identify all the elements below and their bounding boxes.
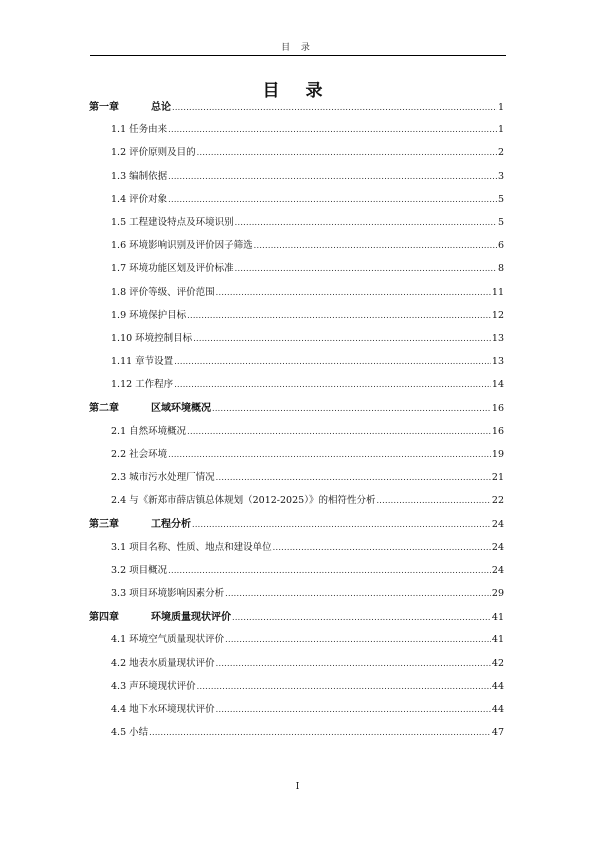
toc-section-entry[interactable] bbox=[89, 701, 504, 724]
dot-leader bbox=[216, 705, 491, 714]
chapter-number: 第四章 bbox=[89, 612, 119, 624]
toc-entry-title: 1.1 任务由来 bbox=[111, 124, 168, 136]
dot-leader bbox=[376, 496, 490, 505]
dot-leader bbox=[168, 125, 497, 134]
toc-entry-title: 2.3 城市污水处理厂情况 bbox=[111, 472, 215, 483]
header-rule bbox=[90, 55, 506, 56]
toc-entry-label bbox=[89, 608, 231, 623]
page-number: I bbox=[295, 782, 300, 792]
toc-page-number: 44 bbox=[491, 703, 504, 715]
toc-entry-label bbox=[111, 492, 375, 506]
toc-page-number: 14 bbox=[491, 379, 504, 391]
toc-page-number: 6 bbox=[497, 240, 504, 252]
toc-entry-label bbox=[111, 585, 224, 599]
dot-leader bbox=[168, 172, 497, 181]
toc-chapter-entry[interactable] bbox=[89, 608, 504, 631]
toc-section-entry[interactable] bbox=[89, 284, 504, 307]
dot-leader bbox=[193, 334, 491, 343]
table-of-contents bbox=[89, 98, 504, 747]
dot-leader bbox=[235, 218, 497, 227]
toc-chapter-entry[interactable] bbox=[89, 399, 504, 422]
toc-entry-label bbox=[111, 353, 173, 367]
dot-leader bbox=[225, 589, 491, 598]
toc-page-number: 24 bbox=[491, 564, 504, 576]
toc-section-entry[interactable] bbox=[89, 724, 504, 747]
toc-section-entry[interactable] bbox=[89, 260, 504, 283]
toc-entry-label bbox=[111, 191, 167, 205]
toc-entry-title: 4.2 地表水质量现状评价 bbox=[111, 657, 215, 669]
toc-entry-title: 3.2 项目概况 bbox=[111, 564, 168, 576]
toc-page-number: 21 bbox=[491, 472, 504, 483]
dot-leader bbox=[273, 543, 491, 552]
toc-entry-title: 1.5 工程建设特点及环境识别 bbox=[111, 216, 234, 228]
toc-section-entry[interactable] bbox=[89, 423, 504, 446]
toc-entry-label bbox=[111, 446, 167, 460]
dot-leader bbox=[216, 659, 491, 668]
toc-entry-label bbox=[111, 376, 173, 390]
toc-entry-label bbox=[111, 168, 167, 182]
dot-leader bbox=[216, 473, 491, 482]
toc-entry-title: 4.5 小结 bbox=[111, 727, 149, 739]
toc-section-entry[interactable] bbox=[89, 539, 504, 562]
toc-section-entry[interactable] bbox=[89, 307, 504, 330]
toc-section-entry[interactable] bbox=[89, 237, 504, 260]
toc-entry-label bbox=[89, 98, 171, 113]
dot-leader bbox=[187, 311, 491, 320]
toc-entry-title: 1.10 环境控制目标 bbox=[111, 332, 193, 344]
toc-page-number: 13 bbox=[491, 356, 504, 368]
toc-page-number: 22 bbox=[491, 495, 504, 507]
toc-page-number: 19 bbox=[491, 448, 504, 460]
toc-entry-label bbox=[111, 423, 186, 437]
toc-entry-label bbox=[111, 144, 196, 158]
toc-section-entry[interactable] bbox=[89, 191, 504, 214]
toc-entry-label bbox=[111, 121, 167, 135]
toc-section-entry[interactable] bbox=[89, 469, 504, 492]
dot-leader bbox=[192, 520, 491, 529]
toc-section-entry[interactable] bbox=[89, 492, 504, 515]
toc-entry-label bbox=[111, 701, 215, 715]
toc-section-entry[interactable] bbox=[89, 562, 504, 585]
toc-entry-label bbox=[111, 655, 215, 669]
toc-chapter-entry[interactable] bbox=[89, 98, 504, 121]
toc-section-entry[interactable] bbox=[89, 446, 504, 469]
toc-page-number: 24 bbox=[491, 541, 504, 553]
toc-entry-title: 4.4 地下水环境现状评价 bbox=[111, 703, 215, 715]
toc-page-number: 1 bbox=[497, 102, 504, 113]
toc-page-number: 41 bbox=[491, 612, 504, 624]
toc-entry-title: 总论 bbox=[151, 102, 171, 113]
toc-entry-title: 1.9 环境保护目标 bbox=[111, 309, 187, 321]
toc-section-entry[interactable] bbox=[89, 144, 504, 167]
toc-page-number: 3 bbox=[497, 170, 504, 182]
toc-entry-label bbox=[111, 260, 234, 274]
toc-entry-title: 4.3 声环境现状评价 bbox=[111, 680, 196, 692]
toc-page-number: 41 bbox=[491, 634, 504, 646]
toc-entry-label bbox=[111, 678, 196, 692]
dot-leader bbox=[212, 404, 491, 413]
toc-entry-title: 1.6 环境影响识别及评价因子筛选 bbox=[111, 240, 253, 252]
toc-page-number: 16 bbox=[491, 403, 504, 415]
toc-page-number: 24 bbox=[491, 519, 504, 531]
toc-entry-title: 1.12 工作程序 bbox=[111, 379, 174, 391]
toc-section-entry[interactable] bbox=[89, 655, 504, 678]
toc-page-number: 8 bbox=[497, 263, 504, 275]
toc-entry-title: 1.4 评价对象 bbox=[111, 193, 168, 205]
toc-entry-title: 环境质量现状评价 bbox=[151, 612, 231, 624]
toc-section-entry[interactable] bbox=[89, 330, 504, 353]
chapter-number: 第一章 bbox=[89, 102, 119, 113]
dot-leader bbox=[232, 613, 491, 622]
toc-page-number: 5 bbox=[497, 193, 504, 205]
toc-page-number: 13 bbox=[491, 332, 504, 344]
toc-chapter-entry[interactable] bbox=[89, 515, 504, 538]
dot-leader bbox=[168, 450, 491, 459]
toc-section-entry[interactable] bbox=[89, 631, 504, 654]
toc-entry-title: 1.3 编制依据 bbox=[111, 170, 168, 182]
chapter-number: 第二章 bbox=[89, 403, 119, 415]
toc-page-number: 12 bbox=[491, 309, 504, 321]
dot-leader bbox=[254, 241, 497, 250]
toc-entry-title: 1.8 评价等级、评价范围 bbox=[111, 286, 215, 298]
toc-entry-title: 4.1 环境空气质量现状评价 bbox=[111, 634, 225, 646]
toc-entry-label bbox=[111, 562, 167, 576]
toc-entry-label bbox=[111, 631, 224, 645]
toc-entry-label bbox=[111, 539, 272, 553]
dot-leader bbox=[174, 357, 491, 366]
toc-entry-label bbox=[111, 330, 192, 344]
toc-entry-label bbox=[111, 724, 148, 738]
toc-section-entry[interactable] bbox=[89, 214, 504, 237]
dot-leader bbox=[225, 635, 491, 644]
toc-entry-title: 工程分析 bbox=[151, 519, 191, 531]
toc-entry-label bbox=[89, 515, 191, 530]
chapter-number: 第三章 bbox=[89, 519, 119, 531]
toc-page-number: 44 bbox=[491, 680, 504, 692]
toc-entry-label bbox=[111, 214, 234, 228]
dot-leader bbox=[149, 728, 491, 737]
toc-entry-title: 2.1 自然环境概况 bbox=[111, 425, 187, 437]
toc-entry-title: 2.2 社会环境 bbox=[111, 448, 168, 460]
toc-entry-title: 2.4 与《新郑市薛店镇总体规划（2012-2025）》的相符性分析 bbox=[111, 495, 376, 507]
toc-section-entry[interactable] bbox=[89, 585, 504, 608]
dot-leader bbox=[197, 682, 491, 691]
toc-page-number: 2 bbox=[497, 147, 504, 159]
toc-section-entry[interactable] bbox=[89, 121, 504, 144]
dot-leader bbox=[168, 195, 497, 204]
toc-entry-title: 1.2 评价原则及目的 bbox=[111, 147, 196, 159]
toc-entry-label bbox=[111, 284, 215, 298]
toc-page-number: 11 bbox=[491, 286, 504, 298]
toc-page-number: 1 bbox=[497, 124, 504, 136]
dot-leader bbox=[172, 103, 497, 112]
dot-leader bbox=[235, 264, 497, 273]
toc-section-entry[interactable] bbox=[89, 353, 504, 376]
toc-entry-title: 1.11 章节设置 bbox=[111, 356, 174, 368]
toc-entry-label bbox=[89, 399, 211, 414]
toc-entry-title: 区域环境概况 bbox=[151, 403, 211, 415]
dot-leader bbox=[187, 427, 491, 436]
toc-entry-label bbox=[111, 469, 215, 483]
toc-entry-label bbox=[111, 307, 186, 321]
toc-section-entry[interactable] bbox=[89, 168, 504, 191]
toc-page-number: 16 bbox=[491, 425, 504, 437]
dot-leader bbox=[174, 380, 491, 389]
toc-entry-title: 1.7 环境功能区划及评价标准 bbox=[111, 263, 234, 275]
toc-entry-label bbox=[111, 237, 253, 251]
running-header: 目 录 bbox=[281, 43, 314, 53]
toc-page-number: 42 bbox=[491, 657, 504, 669]
toc-page-number: 47 bbox=[491, 727, 504, 739]
dot-leader bbox=[168, 566, 491, 575]
toc-entry-title: 3.1 项目名称、性质、地点和建设单位 bbox=[111, 541, 272, 553]
toc-section-entry[interactable] bbox=[89, 678, 504, 701]
dot-leader bbox=[216, 288, 491, 297]
toc-page-number: 29 bbox=[491, 587, 504, 599]
page-title: 目 录 bbox=[262, 81, 333, 101]
toc-section-entry[interactable] bbox=[89, 376, 504, 399]
toc-page-number: 5 bbox=[497, 216, 504, 228]
toc-entry-title: 3.3 项目环境影响因素分析 bbox=[111, 587, 225, 599]
dot-leader bbox=[197, 148, 497, 157]
